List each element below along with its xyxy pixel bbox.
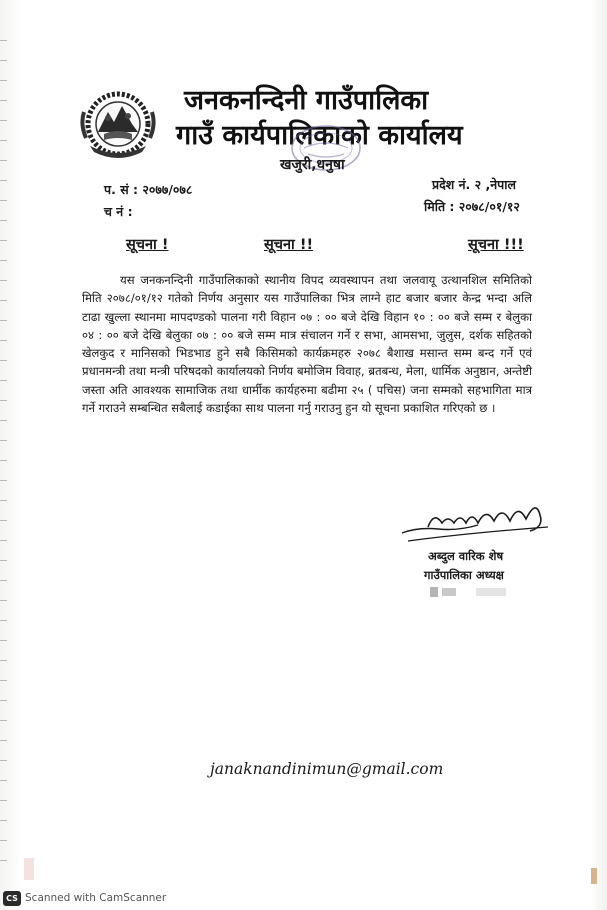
notice-body: यस जनकनन्दिनी गाउँपालिकाको स्थानीय विपद व्यवस्थापन तथा जलवायू उत्थानशिल समितिको मिति २०७८/०१/१२ गतेको निर्णय अनुसार यस गाउँपालिका भित्र लाग्ने हाट बजार बजार केन्द्र भन्दा अलि टाढा खुल्ला स्थानमा मापदण्डको पालना गरी विहान ०७ : ०० बजे देखि विहान १० : ०० बजे सम्म र बेलुका ०४ : ०० बजे देखि बेलुका ०७ : ०० बजे सम्म मात्र संचालन गर्ने र सभा, आमसभा, जुलुस, दर्शक सहितको खेलकुद र मानिसको भिडभाड हुने सबै किसिमको कार्यक्रमहरु २०७८ बैशाख मसान्त सम्म बन्द गर्ने एवं प्रधानमन्त्री तथा मन्त्री परिषदको कार्यालयको निर्णय बमोजिम विवाह, ब्रतबन्ध, मेला, धार्मिक अनुष्ठान, अन्तेष्टी जस्ता अति आवश्यक सामाजिक तथा धार्मीक कार्यहरुमा बढीमा २५ ( पचिस) जना सम्मको सहभागिता मात्र गर्ने गराउने सम्बन्धित सबैलाई कडाईका साथ पालना गर्नु गराउनु हुन यो सूचना प्रकाशित गरिएको छ । [82, 273, 532, 416]
ruler-tick [0, 160, 7, 161]
ruler-tick [0, 780, 7, 781]
ruler-tick [0, 680, 7, 681]
ruler-tick [0, 740, 7, 741]
notice-heading-2: सूचना !! [264, 237, 314, 253]
scanner-watermark [0, 888, 607, 910]
ruler-tick [0, 300, 7, 301]
ruler-tick [0, 660, 7, 661]
ruler-tick [0, 800, 7, 801]
ruler-tick [0, 120, 7, 121]
ruler-tick [0, 200, 7, 201]
scan-edge-mark [591, 868, 597, 884]
ruler-tick [0, 60, 7, 61]
camscanner-logo-icon: CS [3, 891, 21, 906]
ruler-tick [0, 220, 7, 221]
ruler-tick [0, 760, 7, 761]
ruler-tick [0, 600, 7, 601]
office-name: जनकनन्दिनी गाउँपालिका [184, 85, 429, 116]
ruler-tick [0, 520, 7, 521]
dispatch-number: च नं : [104, 204, 133, 219]
ruler-tick [0, 540, 7, 541]
province: प्रदेश नं. २ ,नेपाल [432, 177, 516, 192]
office-subtitle: गाउँ कार्यपालिकाको कार्यालय [176, 120, 463, 151]
ruler-tick [0, 340, 7, 341]
signer-name: अब्दुल वारिक शेष [428, 549, 504, 563]
ruler-tick [0, 700, 7, 701]
notice-heading-3: सूचना !!! [468, 237, 524, 253]
stamp-icon [430, 584, 512, 600]
ruler-tick [0, 560, 7, 561]
ruler-tick [0, 320, 7, 321]
ruler-tick [0, 440, 7, 441]
ruler-tick [0, 500, 7, 501]
ruler-tick [0, 360, 7, 361]
ruler-tick [0, 860, 7, 861]
scanner-label: Scanned with CamScanner [25, 892, 167, 904]
signature-icon [398, 497, 554, 549]
ruler-tick [0, 260, 7, 261]
ruler-tick [0, 240, 7, 241]
letter-date: मिति : २०७८/०१/१२ [424, 199, 520, 214]
ruler-tick [0, 180, 7, 181]
ruler-tick [0, 280, 7, 281]
ruler-tick [0, 460, 7, 461]
ruler-tick [0, 400, 7, 401]
notice-heading-1: सूचना ! [126, 237, 169, 253]
ruler-tick [0, 640, 7, 641]
scan-edge-ruler [0, 40, 10, 870]
ruler-tick [0, 840, 7, 841]
ruler-tick [0, 100, 7, 101]
scan-edge-mark [24, 858, 34, 880]
ruler-tick [0, 480, 7, 481]
ruler-tick [0, 40, 7, 41]
office-address: खजुरी,धनुषा [280, 157, 345, 173]
ruler-tick [0, 80, 7, 81]
contact-email: janaknandinimun@gmail.com [210, 760, 444, 778]
ruler-tick [0, 580, 7, 581]
letter-number: प. सं : २०७७/०७८ [104, 182, 193, 197]
ruler-tick [0, 380, 7, 381]
ruler-tick [0, 140, 7, 141]
signer-title: गाउँपालिका अध्यक्ष [424, 568, 504, 582]
ruler-tick [0, 620, 7, 621]
nepal-emblem-icon [76, 82, 160, 164]
ruler-tick [0, 720, 7, 721]
ruler-tick [0, 420, 7, 421]
ruler-tick [0, 820, 7, 821]
